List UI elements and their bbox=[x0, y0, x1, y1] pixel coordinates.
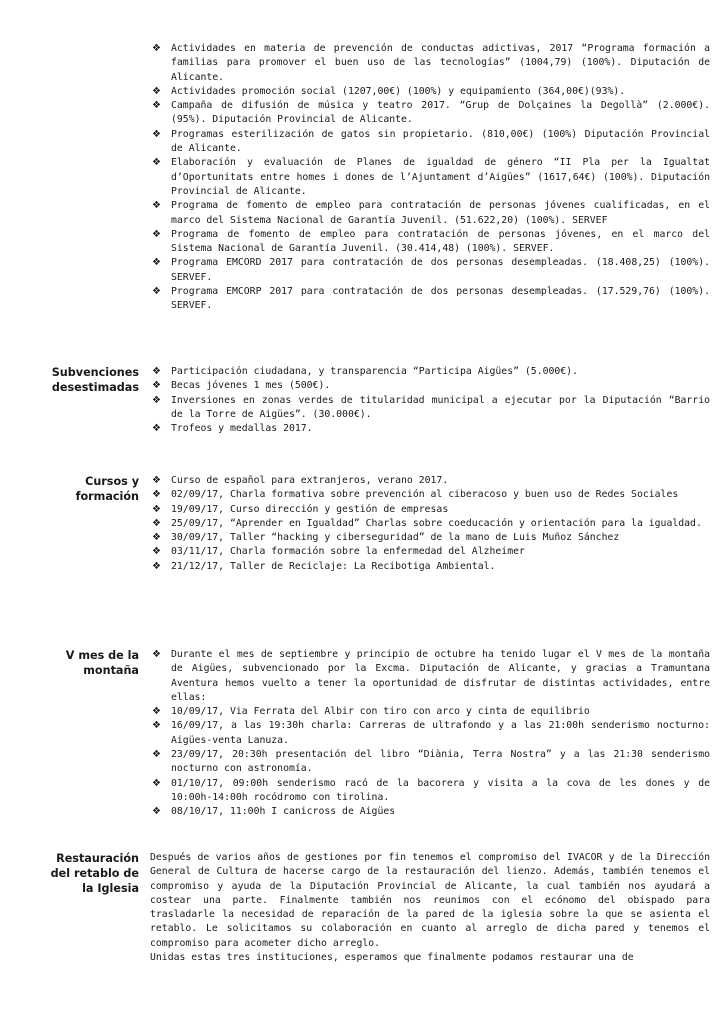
list-item bbox=[150, 531, 710, 545]
list-item-text: 03/11/17, Charla formación sobre la enfermedad del Alzheimer bbox=[171, 546, 525, 558]
section-title-line: la Iglesia bbox=[82, 882, 139, 895]
diamond-bullet-icon: ❖ bbox=[152, 286, 161, 298]
diamond-bullet-icon: ❖ bbox=[152, 489, 161, 501]
rejected-subsidies-list bbox=[150, 365, 710, 436]
list-item-text: 02/09/17, Charla formativa sobre prevención al ciberacoso y buen uso de Redes Sociales bbox=[171, 489, 679, 501]
list-item-text: Programa EMCORP 2017 para contratación de dos personas desempleadas. (17.529,76) (100%). SERVEF. bbox=[171, 286, 710, 312]
list-item bbox=[150, 379, 710, 393]
list-item bbox=[150, 648, 710, 705]
diamond-bullet-icon: ❖ bbox=[152, 43, 161, 54]
section-title bbox=[0, 365, 139, 395]
diamond-bullet-icon: ❖ bbox=[152, 517, 161, 529]
diamond-bullet-icon: ❖ bbox=[152, 706, 161, 718]
list-item-text: Elaboración y evaluación de Planes de igualdad de género “II Pla per la Igualtat d’Oportunitats entre homes i dones de l’Ajuntament d’Aigües” (1617,64€) (100%). Diputación Provincial de Alicante. bbox=[171, 157, 710, 197]
diamond-bullet-icon: ❖ bbox=[152, 257, 161, 269]
list-item-text: Programa de fomento de empleo para contratación de personas jóvenes, en el marco del Sistema Nacional de Garantía Juvenil. (30.414,48) (100%). SERVEF. bbox=[171, 228, 710, 255]
diamond-bullet-icon: ❖ bbox=[152, 560, 161, 572]
section-title-line: del retablo de bbox=[50, 867, 139, 880]
diamond-bullet-icon: ❖ bbox=[152, 532, 161, 544]
diamond-bullet-icon: ❖ bbox=[152, 806, 161, 818]
list-item bbox=[150, 99, 710, 128]
list-item-text: Curso de español para extranjeros, verano 2017. bbox=[171, 475, 449, 486]
diamond-bullet-icon: ❖ bbox=[152, 366, 161, 377]
list-item bbox=[150, 805, 710, 819]
list-item-text: Actividades promoción social (1207,00€) (100%) y equipamiento (364,00€)(93%). bbox=[171, 85, 626, 97]
list-item bbox=[150, 285, 710, 314]
diamond-bullet-icon: ❖ bbox=[152, 777, 161, 789]
diamond-bullet-icon: ❖ bbox=[152, 394, 161, 406]
list-item-text: Programas esterilización de gatos sin propietario. (810,00€) (100%) Diputación Provincial de Alicante. bbox=[171, 128, 710, 155]
diamond-bullet-icon: ❖ bbox=[152, 380, 161, 392]
list-item bbox=[150, 85, 710, 99]
list-item bbox=[150, 228, 710, 257]
diamond-bullet-icon: ❖ bbox=[152, 546, 161, 558]
list-item-text: 19/09/17, Curso dirección y gestión de empresas bbox=[171, 503, 449, 515]
section-title-line: formación bbox=[75, 490, 139, 503]
list-item-text: Trofeos y medallas 2017. bbox=[171, 423, 313, 435]
list-item-text: Becas jóvenes 1 mes (500€). bbox=[171, 380, 331, 392]
list-item bbox=[150, 199, 710, 228]
mountain-activities-list bbox=[150, 648, 710, 820]
section-body bbox=[150, 648, 710, 820]
list-item bbox=[150, 365, 710, 379]
subsidies-list bbox=[150, 42, 710, 314]
list-item-text: 23/09/17, 20:30h presentación del libro “Diània, Terra Nostra” y a las 21:30 senderismo nocturno con astronomía. bbox=[171, 749, 710, 775]
paragraph: Unidas estas tres instituciones, esperamos que finalmente podamos restaurar una de bbox=[150, 952, 634, 964]
list-item-text: Participación ciudadana, y transparencia “Participa Aigües” (5.000€). bbox=[171, 366, 578, 377]
list-item-text: 08/10/17, 11:00h I canicross de Aigües bbox=[171, 806, 396, 818]
diamond-bullet-icon: ❖ bbox=[152, 475, 161, 486]
list-item-text: 10/09/17, Via Ferrata del Albir con tiro con arco y cinta de equilibrio bbox=[171, 706, 590, 718]
list-item-text: Actividades en materia de prevención de conductas adictivas, 2017 “Programa formación a familias para promover el buen uso de las tecnologías” (1004,79) (100%). Diputación de Alicante. bbox=[171, 43, 710, 83]
list-item bbox=[150, 503, 710, 517]
section-body bbox=[150, 365, 710, 436]
section-title bbox=[0, 474, 139, 504]
list-item-text: Programa EMCORD 2017 para contratación de dos personas desempleadas. (18.408,25) (100%). SERVEF. bbox=[171, 257, 710, 283]
paragraph: Después de varios años de gestiones por fin tenemos el compromiso del IVACOR y de la Dirección General de Cultura de hacerse cargo de la restauración del lienzo. Además, también tenemos el compromiso y ayuda de la Diputación Provincial de Alicante, la cual también nos ayudará a costear una parte. Finalmente también nos reunimos con el ecónomo del obispado para trasladarle la necesidad de reparación de la pared de la iglesia sobre la que se asienta el retablo. Le solicitamos su colaboración en cuanto al arreglo de dicha pared y tenemos el compromiso para acometer dicho arreglo. bbox=[150, 852, 710, 949]
section-title-line: Subvenciones bbox=[51, 366, 139, 379]
list-item bbox=[150, 545, 710, 559]
diamond-bullet-icon: ❖ bbox=[152, 228, 161, 240]
diamond-bullet-icon: ❖ bbox=[152, 423, 161, 435]
section-title-line: Restauración bbox=[56, 852, 139, 865]
list-item-text: Campaña de difusión de música y teatro 2017. “Grup de Dolçaines la Degollà” (2.000€). (95%). Diputación Provincial de Alicante. bbox=[171, 100, 710, 126]
diamond-bullet-icon: ❖ bbox=[152, 649, 161, 660]
list-item bbox=[150, 517, 710, 531]
section-title-line: Cursos y bbox=[85, 475, 139, 488]
list-item-text: Durante el mes de septiembre y principio de octubre ha tenido lugar el V mes de la montaña de Aigües, subvencionado por la Excma. Diputación de Alicante, y gracias a Tramuntana Aventura hemos vuelto a tener la oportunidad de disfrutar de distintas actividades, entre ellas: bbox=[171, 649, 710, 703]
diamond-bullet-icon: ❖ bbox=[152, 749, 161, 761]
list-item bbox=[150, 777, 710, 806]
list-item bbox=[150, 156, 710, 199]
section-title bbox=[0, 851, 139, 896]
list-item-text: Inversiones en zonas verdes de titularidad municipal a ejecutar por la Diputación “Barrio de la Torre de Aigües”. (30.000€). bbox=[171, 394, 710, 420]
list-item bbox=[150, 128, 710, 157]
diamond-bullet-icon: ❖ bbox=[152, 200, 161, 212]
section-body bbox=[150, 851, 710, 965]
diamond-bullet-icon: ❖ bbox=[152, 157, 161, 169]
list-item bbox=[150, 748, 710, 777]
list-item bbox=[150, 394, 710, 423]
list-item-text: 25/09/17, “Aprender en Igualdad” Charlas sobre coeducación y orientación para la igualdad. bbox=[171, 517, 702, 529]
section-body bbox=[150, 474, 710, 574]
list-item bbox=[150, 560, 710, 574]
list-item-text: 21/12/17, Taller de Reciclaje: La Recibotiga Ambiental. bbox=[171, 560, 496, 572]
list-item bbox=[150, 705, 710, 719]
list-item bbox=[150, 719, 710, 748]
section-title-line: montaña bbox=[83, 664, 139, 677]
list-item-text: Programa de fomento de empleo para contratación de personas jóvenes cualificadas, en el marco del Sistema Nacional de Garantía Juvenil. (51.622,20) (100%). SERVEF bbox=[171, 200, 710, 226]
list-item bbox=[150, 422, 710, 436]
list-item bbox=[150, 42, 710, 85]
section-title-line: V mes de la bbox=[65, 649, 139, 662]
diamond-bullet-icon: ❖ bbox=[152, 85, 161, 97]
diamond-bullet-icon: ❖ bbox=[152, 720, 161, 732]
list-item bbox=[150, 256, 710, 285]
courses-list bbox=[150, 474, 710, 574]
section-body bbox=[150, 42, 710, 314]
list-item-text: 01/10/17, 09:00h senderismo racó de la bacorera y visita a la cova de les dones y de 10:00h-14:00h rocódromo con tirolina. bbox=[171, 777, 710, 803]
section-title-line: desestimadas bbox=[51, 381, 139, 394]
diamond-bullet-icon: ❖ bbox=[152, 100, 161, 112]
list-item-text: 16/09/17, a las 19:30h charla: Carreras de ultrafondo y a las 21:00h senderismo nocturno: Aigües-venta Lanuza. bbox=[171, 720, 710, 746]
list-item-text: 30/09/17, Taller “hacking y ciberseguridad” de la mano de Luis Muñoz Sánchez bbox=[171, 532, 620, 544]
diamond-bullet-icon: ❖ bbox=[152, 503, 161, 515]
list-item bbox=[150, 474, 710, 488]
section-title bbox=[0, 648, 139, 678]
list-item bbox=[150, 488, 710, 502]
diamond-bullet-icon: ❖ bbox=[152, 128, 161, 140]
